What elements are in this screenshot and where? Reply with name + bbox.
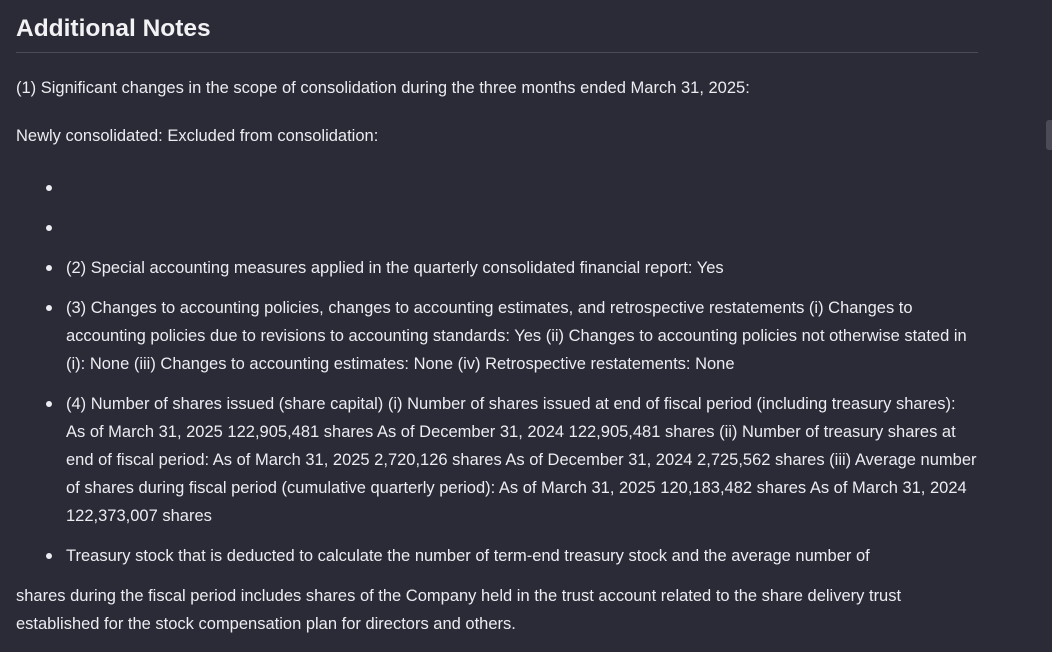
- consolidation-scope-paragraph: (1) Significant changes in the scope of consolidation during the three months ended March 31, 2025:: [16, 79, 750, 97]
- document-body: [16, 0, 978, 638]
- list-item-text: (3) Changes to accounting policies, changes to accounting estimates, and retrospective restatements (i) Changes to accounting policies due to revisions to accounting standards: Yes (ii) Changes to accounting policies not otherwise stated in (i): None (iii) Changes to accounting estimates: None (iv) Retrospective restatements: None: [66, 299, 967, 373]
- bullet-icon: [46, 305, 52, 311]
- scrollbar-thumb[interactable]: [1046, 120, 1052, 150]
- treasury-stock-continuation: shares during the fiscal period includes shares of the Company held in the trust account related to the share delivery trust established for the stock compensation plan for directors and others.: [16, 587, 902, 633]
- list-item-text: Treasury stock that is deducted to calculate the number of term-end treasury stock and the average number of: [66, 547, 870, 565]
- bullet-icon: [46, 185, 52, 191]
- list-item-text: (4) Number of shares issued (share capital) (i) Number of shares issued at end of fiscal period (including treasury shares): As of March 31, 2025 122,905,481 shares As of December 31, 2024 122,905,481 shares (ii) Number of treasury shares at end of fiscal period: As of March 31, 2025 2,720,126 shares As of December 31, 2024 2,725,562 shares (iii) Average number of shares during fiscal period (cumulative quarterly period): As of March 31, 2025 120,183,482 shares As of March 31, 2024 122,373,007 shares: [66, 395, 977, 525]
- list-item-special-measures: [16, 254, 978, 282]
- list-item-accounting-policies: [16, 294, 978, 378]
- consolidation-changes-paragraph: Newly consolidated: Excluded from consolidation:: [16, 127, 379, 145]
- list-item-empty-1: [16, 174, 978, 202]
- list-item-shares-issued: [16, 390, 978, 530]
- list-item-text: (2) Special accounting measures applied in the quarterly consolidated financial report: Yes: [66, 259, 724, 277]
- bullet-icon: [46, 225, 52, 231]
- bullet-icon: [46, 265, 52, 271]
- list-item-empty-2: [16, 214, 978, 242]
- notes-list: [16, 174, 978, 570]
- section-heading: Additional Notes: [16, 0, 978, 53]
- bullet-icon: [46, 553, 52, 559]
- list-item-treasury-stock: [16, 542, 978, 570]
- bullet-icon: [46, 401, 52, 407]
